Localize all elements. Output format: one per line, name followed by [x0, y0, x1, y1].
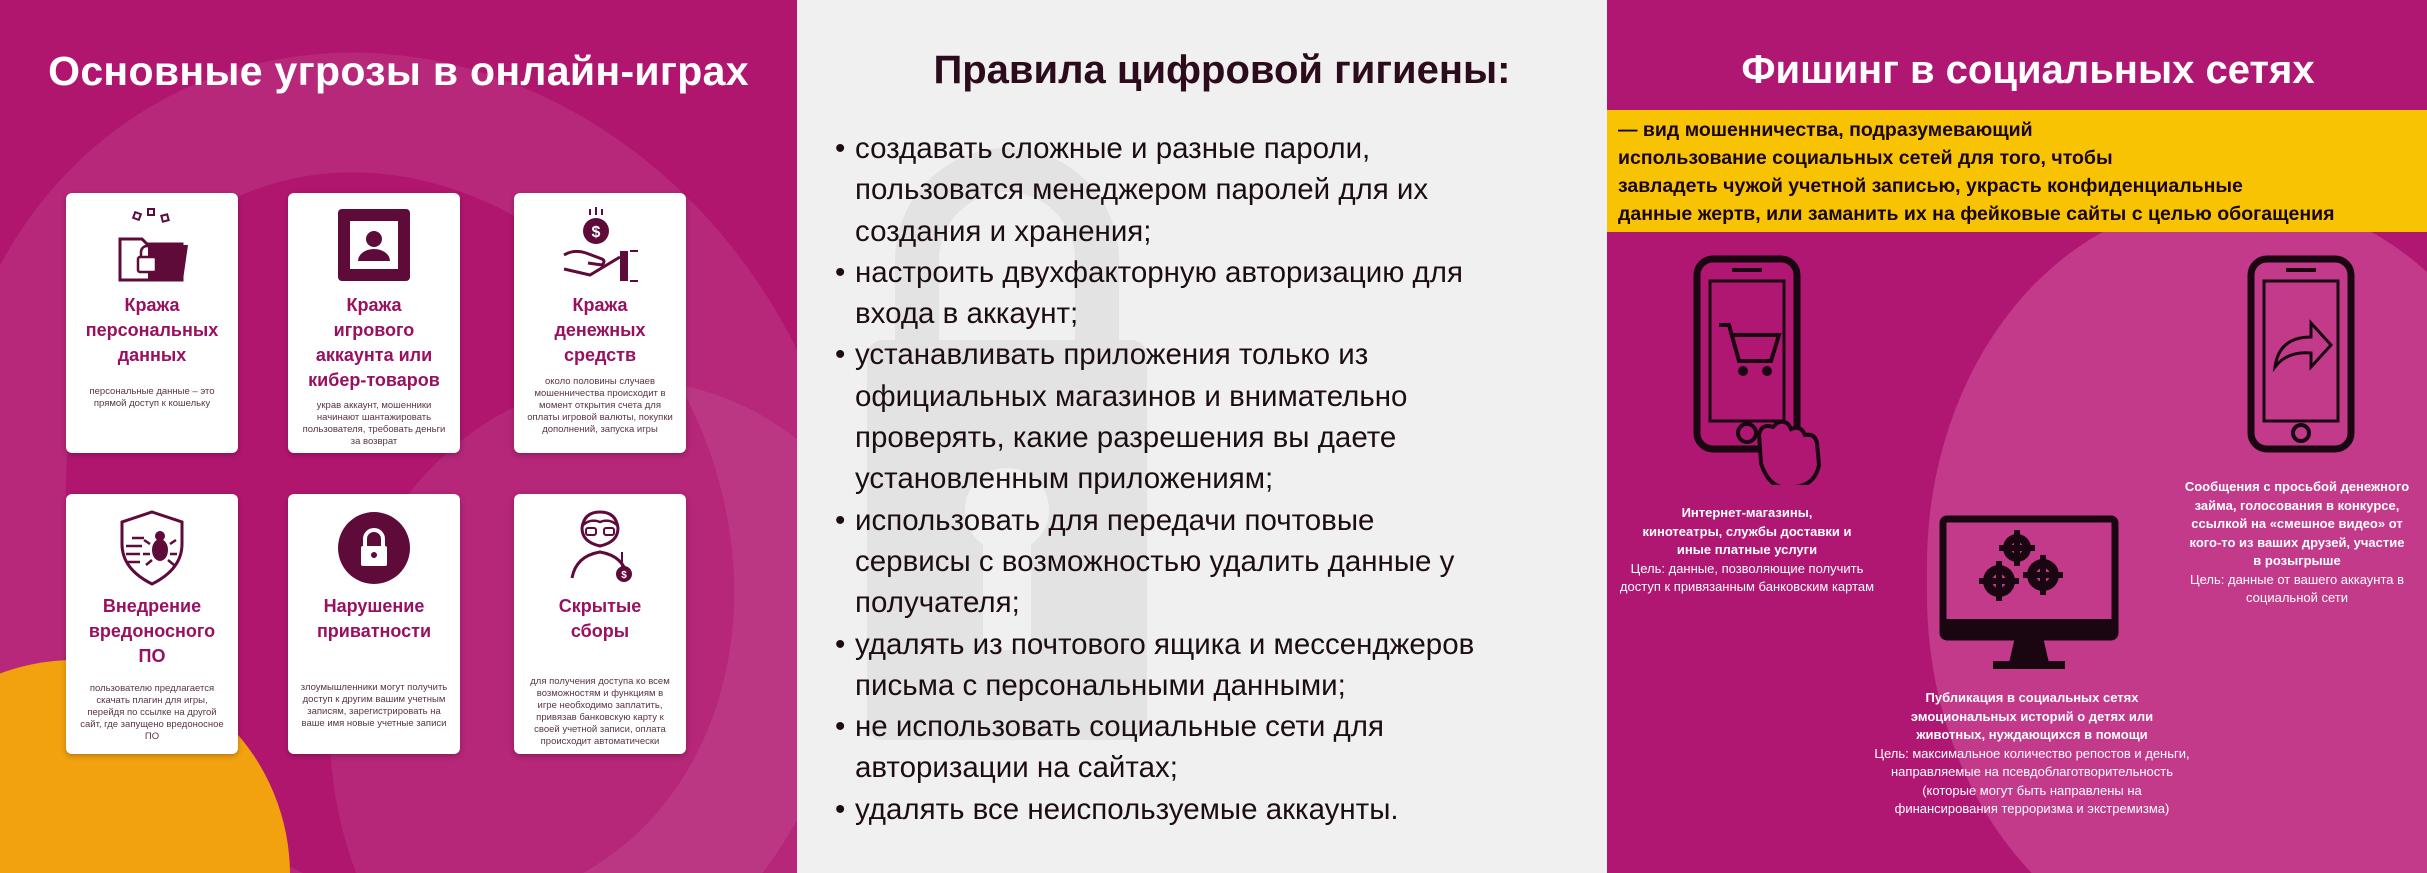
threat-card-personal-data	[66, 193, 238, 453]
card-description: украв аккаунт, мошенники начинают шантажировать пользователя, требовать деньги за возврат	[302, 400, 446, 447]
money-hand-icon	[560, 207, 640, 287]
phone-share-icon	[2245, 255, 2360, 455]
hygiene-panel	[797, 0, 1607, 873]
card-description: около половины случаев мошенничества происходит в момент открытия счета для оплаты игровой валюты, покупки дополнений, запуска игры	[527, 376, 673, 435]
phishing-definition: — вид мошенничества, подразумевающий использование социальных сетей для того, чтобы завладеть чужой учетной записью, украсть конфиденциальные данные жертв, или заманить их на фейковые сайты с целью обогащения	[1607, 110, 2427, 232]
threats-title: Основные угрозы в онлайн-играх	[48, 48, 749, 94]
card-description: злоумышленники могут получить доступ к другим вашим учетным записям, зарегистрировать на ваше имя новые учетные записи	[300, 682, 448, 729]
phishing-panel	[1607, 0, 2427, 873]
card-description: пользователю предлагается скачать плагин для игры, перейдя по ссылке на другой сайт, где запущено вредоносное ПО	[80, 683, 224, 742]
card-description: персональные данные – это прямой доступ к кошельку	[89, 386, 215, 409]
card-title: Кража денежных средств	[554, 295, 646, 365]
svg-text:$: $	[621, 570, 627, 581]
user-portrait-icon	[334, 207, 414, 287]
card-title: Внедрение вредоносного ПО	[88, 596, 216, 666]
card-description: для получения доступа ко всем возможностям и функциям в игре необходимо заплатить, привязав банковскую карту к своей учетной записи, оплата происходит автоматически	[530, 676, 670, 747]
hygiene-rules-list	[835, 128, 1595, 830]
card-title: Скрытые сборы	[558, 596, 642, 641]
phishing-item-friend-messages: Сообщения с просьбой денежного займа, голосования в конкурсе, ссылкой на «смешное видео» от кого-то из ваших друзей, участие в розыгрыше Цель: данные от вашего аккаунта в социальной сети	[2184, 479, 2410, 605]
folder-lock-icon	[112, 207, 192, 287]
virus-shield-icon	[112, 508, 192, 588]
hacker-money-icon	[560, 508, 640, 588]
threat-card-privacy	[288, 494, 460, 754]
svg-text:$: $	[591, 224, 601, 241]
rule-item: • устанавливать приложения только из официальных магазинов и внимательно проверять, какие разрешения вы даете установленным приложениям;	[835, 334, 1595, 499]
rule-item: • использовать для передачи почтовые сервисы с возможностью удалить данные у получателя;	[835, 500, 1595, 624]
rule-item: • удалять все неиспользуемые аккаунты.	[835, 789, 1595, 830]
card-title: Нарушение приватности	[316, 596, 432, 641]
phone-cart-icon	[1677, 255, 1842, 485]
padlock-circle-icon	[334, 508, 414, 588]
card-title: Кража игрового аккаунта или кибер-товаров	[308, 295, 440, 390]
phishing-item-charity: Публикация в социальных сетях эмоциональных историй о детях или животных, нуждающихся в помощи Цель: максимальное количество репостов и деньги, направляемые на псевдоблаготворительность (которые могут быть направлены на финансирования терроризма и экстремизма)	[1874, 690, 2190, 816]
phishing-title: Фишинг в социальных сетях	[1741, 48, 2315, 92]
threat-card-hidden-fees	[514, 494, 686, 754]
monitor-gears-icon	[1937, 515, 2122, 675]
hygiene-title: Правила цифровой гигиены:	[933, 48, 1511, 92]
rule-item: • удалять из почтового ящика и мессенджеров письма с персональными данными;	[835, 624, 1595, 707]
threats-panel	[0, 0, 797, 873]
threat-card-malware	[66, 494, 238, 754]
phishing-item-shops: Интернет-магазины, кинотеатры, службы доставки и иные платные услуги Цель: данные, позволяющие получить доступ к привязанным банковским картам	[1619, 505, 1875, 594]
card-title: Кража персональных данных	[85, 295, 219, 365]
threat-card-account-theft	[288, 193, 460, 453]
rule-item: • настроить двухфакторную авторизацию для входа в аккаунт;	[835, 252, 1595, 335]
threat-card-money-theft	[514, 193, 686, 453]
rule-item: • не использовать социальные сети для авторизации на сайтах;	[835, 706, 1595, 789]
rule-item: • создавать сложные и разные пароли, пользоватся менеджером паролей для их создания и хранения;	[835, 128, 1595, 252]
